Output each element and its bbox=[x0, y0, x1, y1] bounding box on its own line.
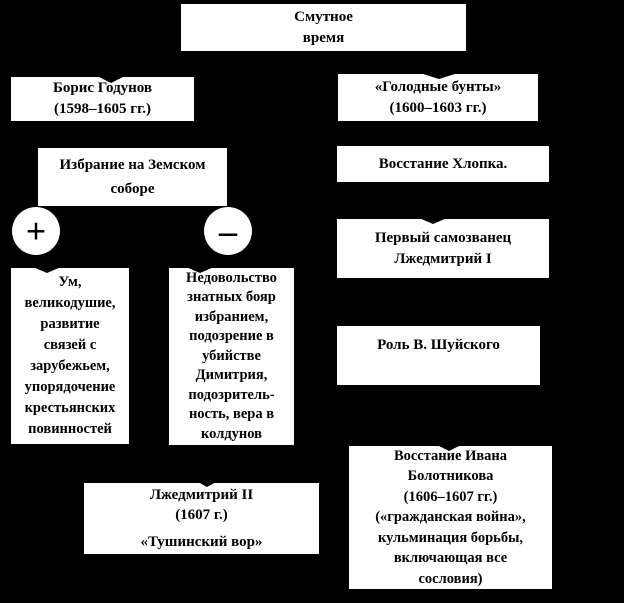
node-line: подозритель- bbox=[188, 386, 275, 403]
node-line: подозрение в bbox=[189, 328, 274, 345]
node-vosstanie-bolotnikova bbox=[348, 445, 553, 590]
node-izbranie-zemskii-sobor bbox=[37, 147, 228, 207]
node-line: Борис Годунов bbox=[52, 80, 153, 96]
arrowhead-notch bbox=[198, 482, 216, 487]
node-line: Смутное bbox=[294, 8, 353, 25]
node-line: (1598–1605 гг.) bbox=[54, 101, 151, 117]
arrowhead-notch bbox=[97, 76, 125, 83]
arrowhead-notch bbox=[420, 73, 458, 79]
node-line: сословия) bbox=[418, 570, 483, 587]
node-line: великодушие, bbox=[24, 295, 116, 311]
node-pervyi-samozvanets bbox=[336, 218, 550, 279]
node-line: Ум, bbox=[58, 274, 82, 290]
node-line: связей с bbox=[43, 337, 97, 353]
node-line: ность, вера в bbox=[188, 406, 275, 423]
node-line: Лжедмитрий II bbox=[149, 487, 254, 503]
node-line: (1600–1603 гг.) bbox=[389, 99, 487, 116]
node-lzhedmitrii-ii bbox=[83, 482, 320, 555]
node-line: Недовольство bbox=[186, 269, 277, 286]
node-line: зарубежьем, bbox=[30, 358, 110, 374]
node-line: время bbox=[302, 29, 345, 46]
node-line: соборе bbox=[110, 181, 155, 197]
node-line: Болотникова bbox=[407, 468, 494, 485]
node-negatives-of-godunov bbox=[168, 267, 295, 446]
node-line: развитие bbox=[40, 316, 100, 332]
node-vosstanie-khlopka bbox=[336, 145, 550, 183]
node-line: Первый самозванец bbox=[374, 229, 512, 246]
node-rol-shuiskogo bbox=[336, 325, 541, 386]
node-line: «Тушинский вор» bbox=[140, 534, 263, 550]
node-line: Димитрия, bbox=[195, 367, 268, 384]
arrowhead-notch bbox=[419, 218, 447, 224]
node-boris-godunov bbox=[10, 76, 195, 122]
node-line: избранием, bbox=[194, 308, 269, 325]
arrowhead-notch bbox=[437, 445, 461, 451]
plus-sign: + bbox=[25, 211, 47, 251]
node-line: («гражданская война», bbox=[375, 509, 526, 526]
node-line: повинностей bbox=[28, 421, 112, 437]
node-line: крестьянских bbox=[24, 400, 116, 416]
minus-circle-icon bbox=[204, 207, 252, 255]
node-line: Восстание Хлопка. bbox=[378, 156, 508, 172]
arrowhead-notch bbox=[33, 267, 61, 273]
node-line: кульминация борьбы, bbox=[377, 529, 524, 546]
node-line: Лжедмитрий I bbox=[394, 250, 492, 267]
plus-circle-icon bbox=[12, 207, 60, 255]
node-line: (1607 г.) bbox=[175, 507, 228, 523]
node-line: Избрание на Земском bbox=[59, 157, 206, 173]
minus-sign: – bbox=[219, 211, 237, 251]
arrowhead-notch bbox=[186, 267, 214, 273]
node-smutnoe-vremya bbox=[180, 3, 467, 52]
node-line: Роль В. Шуйского bbox=[377, 337, 500, 353]
node-line: знатных бояр bbox=[187, 289, 276, 306]
node-line: включающая все bbox=[393, 550, 508, 567]
node-line: (1606–1607 гг.) bbox=[403, 488, 498, 505]
node-line: «Голодные бунты» bbox=[374, 78, 502, 95]
node-line: упорядочение bbox=[24, 379, 116, 395]
node-golodnye-bunty bbox=[337, 73, 539, 122]
node-line: убийстве bbox=[202, 347, 261, 364]
node-positives-of-godunov bbox=[10, 267, 130, 445]
node-line: колдунов bbox=[200, 425, 263, 442]
node-line: Восстание Ивана bbox=[393, 447, 508, 464]
